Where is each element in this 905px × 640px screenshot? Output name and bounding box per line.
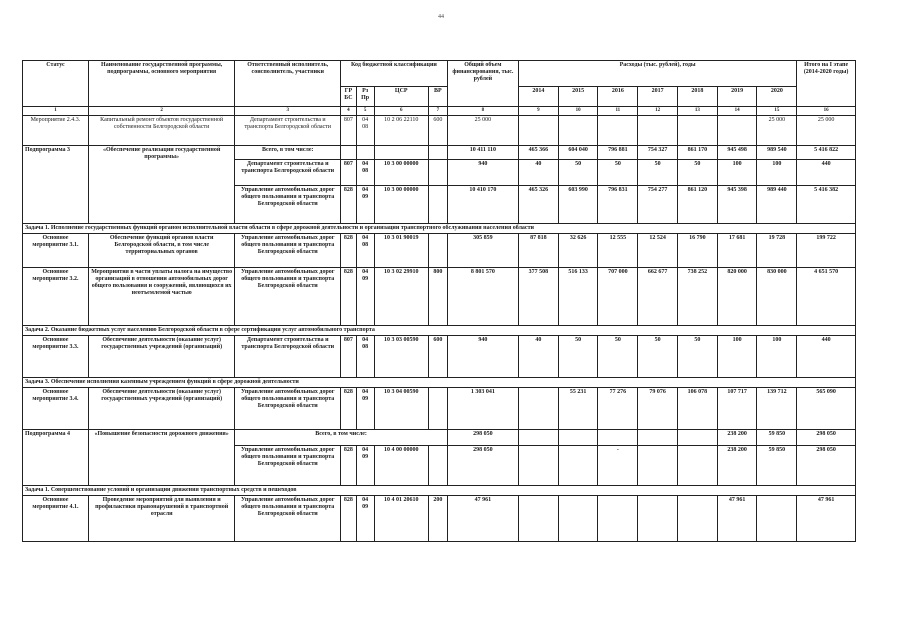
row-y2019 xyxy=(717,116,757,146)
row-vr xyxy=(428,234,447,268)
row-y2016: 50 xyxy=(598,160,638,186)
row-status: Основное мероприятие 3.2. xyxy=(23,268,89,326)
row-executor: Управление автомобильных дорог общего пользования и транспорта Белгородской области xyxy=(235,268,341,326)
row-stage: 4 651 570 xyxy=(797,268,856,326)
row-csr: 10 4 01 20610 xyxy=(374,496,428,542)
header-year: 2014 xyxy=(518,87,558,107)
col-number: 13 xyxy=(677,107,717,116)
row-executor: Всего, в том числе: xyxy=(235,430,447,446)
col-number: 4 xyxy=(341,107,357,116)
row-name: «Обеспечение реализации государственной программы» xyxy=(88,146,234,224)
row-y2016 xyxy=(598,116,638,146)
table-row xyxy=(23,234,856,268)
header-expenses: Расходы (тыс. рублей), годы xyxy=(518,61,796,87)
task-title: Задача 1. Совершенствование условий и организации движения транспортных средств и пешеходов xyxy=(23,486,856,496)
row-grbs: 828 xyxy=(341,446,357,486)
header-year: 2020 xyxy=(757,87,797,107)
col-number: 7 xyxy=(428,107,447,116)
table-row xyxy=(23,116,856,146)
column-number-row xyxy=(23,107,856,116)
col-number: 11 xyxy=(598,107,638,116)
row-y2015: 604 040 xyxy=(558,146,598,160)
row-y2017: 662 677 xyxy=(638,268,678,326)
row-y2016: 796 881 xyxy=(598,146,638,160)
row-y2017: 754 277 xyxy=(638,186,678,224)
program-budget-table xyxy=(22,60,856,542)
row-rzpr: 04 08 xyxy=(356,234,374,268)
row-total: 10 410 170 xyxy=(447,186,518,224)
row-y2016: 12 555 xyxy=(598,234,638,268)
task-title: Задача 3. Обеспечение исполнения казенным учреждением функций в сфере дорожной деятельности xyxy=(23,378,856,388)
row-status: Основное мероприятие 3.3. xyxy=(23,336,89,378)
row-y2015 xyxy=(558,496,598,542)
col-number: 3 xyxy=(235,107,341,116)
row-grbs: 828 xyxy=(341,234,357,268)
row-y2015: 32 626 xyxy=(558,234,598,268)
row-y2020: 100 xyxy=(757,336,797,378)
row-name: Обеспечение деятельности (оказание услуг) государственных учреждений (организаций) xyxy=(88,336,234,378)
row-y2019: 238 200 xyxy=(717,446,757,486)
row-y2019: 107 717 xyxy=(717,388,757,430)
row-vr: 800 xyxy=(428,268,447,326)
row-status: Мероприятие 2.4.3. xyxy=(23,116,89,146)
row-y2015: 516 133 xyxy=(558,268,598,326)
header-year: 2015 xyxy=(558,87,598,107)
row-status: Основное мероприятие 4.1. xyxy=(23,496,89,542)
row-y2018 xyxy=(677,496,717,542)
row-status: Подпрограмма 3 xyxy=(23,146,89,224)
row-grbs xyxy=(341,146,357,160)
header-vr: ВР xyxy=(428,87,447,107)
task-row xyxy=(23,326,856,336)
header-status: Статус xyxy=(23,61,89,107)
row-y2018: 861 120 xyxy=(677,186,717,224)
row-y2014 xyxy=(518,446,558,486)
row-stage: 199 722 xyxy=(797,234,856,268)
row-grbs: 807 xyxy=(341,336,357,378)
row-grbs: 828 xyxy=(341,388,357,430)
row-total: 305 859 xyxy=(447,234,518,268)
row-stage: 47 961 xyxy=(797,496,856,542)
row-y2019: 945 398 xyxy=(717,186,757,224)
row-y2016 xyxy=(598,430,638,446)
row-y2019: 100 xyxy=(717,160,757,186)
row-grbs: 828 xyxy=(341,496,357,542)
col-number: 12 xyxy=(638,107,678,116)
row-total: 940 xyxy=(447,336,518,378)
row-vr xyxy=(428,160,447,186)
row-y2017 xyxy=(638,496,678,542)
row-y2018: 16 790 xyxy=(677,234,717,268)
row-vr xyxy=(428,388,447,430)
row-y2017 xyxy=(638,446,678,486)
row-y2019: 17 681 xyxy=(717,234,757,268)
row-csr: 10 2 06 22110 xyxy=(374,116,428,146)
row-y2019: 238 200 xyxy=(717,430,757,446)
header-executor: Ответственный исполнитель, соисполнитель, участники xyxy=(235,61,341,107)
row-y2019: 820 000 xyxy=(717,268,757,326)
row-total: 940 xyxy=(447,160,518,186)
table-row xyxy=(23,336,856,378)
header-rzpr: Рз Пр xyxy=(356,87,374,107)
row-grbs: 807 xyxy=(341,116,357,146)
row-y2016: 707 000 xyxy=(598,268,638,326)
col-number: 6 xyxy=(374,107,428,116)
row-status: Основное мероприятие 3.4. xyxy=(23,388,89,430)
row-rzpr xyxy=(356,146,374,160)
header-grbs: ГРБС xyxy=(341,87,357,107)
row-rzpr: 04 08 xyxy=(356,160,374,186)
row-stage: 440 xyxy=(797,160,856,186)
header-year: 2016 xyxy=(598,87,638,107)
row-stage: 298 050 xyxy=(797,446,856,486)
row-y2015 xyxy=(558,430,598,446)
row-y2020: 59 850 xyxy=(757,446,797,486)
row-csr: 10 4 00 00000 xyxy=(374,446,428,486)
row-y2018: 106 078 xyxy=(677,388,717,430)
row-y2020 xyxy=(757,496,797,542)
row-y2018 xyxy=(677,116,717,146)
row-y2014: 465 326 xyxy=(518,186,558,224)
row-name: Капитальный ремонт объектов государственной собственности Белгородской области xyxy=(88,116,234,146)
col-number: 9 xyxy=(518,107,558,116)
row-name: Проведение мероприятий для выявления и профилактики правонарушений в транспортной отрасли xyxy=(88,496,234,542)
col-number: 8 xyxy=(447,107,518,116)
row-y2016: - xyxy=(598,446,638,486)
header-stage-total: Итого на I этапе (2014-2020 годы) xyxy=(797,61,856,107)
row-stage: 440 xyxy=(797,336,856,378)
header-total-volume: Общий объем финансирования, тыс. рублей xyxy=(447,61,518,107)
col-number: 1 xyxy=(23,107,89,116)
header-name: Наименование государственной программы, подпрограммы, основного мероприятия xyxy=(88,61,234,107)
row-y2020: 25 000 xyxy=(757,116,797,146)
col-number: 14 xyxy=(717,107,757,116)
header-year: 2019 xyxy=(717,87,757,107)
row-name: «Повышение безопасности дорожного движения» xyxy=(88,430,234,486)
row-y2017: 50 xyxy=(638,336,678,378)
col-number: 2 xyxy=(88,107,234,116)
row-executor: Управление автомобильных дорог общего пользования и транспорта Белгородской области xyxy=(235,496,341,542)
row-y2017: 50 xyxy=(638,160,678,186)
row-y2017: 79 076 xyxy=(638,388,678,430)
row-csr: 10 3 02 29910 xyxy=(374,268,428,326)
row-rzpr: 04 09 xyxy=(356,268,374,326)
row-grbs: 828 xyxy=(341,186,357,224)
row-csr: 10 3 00 00000 xyxy=(374,160,428,186)
row-name: Мероприятия в части уплаты налога на имущество организаций в отношении автомобильных дорог общего пользования и сооружений, являющихся их неотъемлемой частью xyxy=(88,268,234,326)
row-executor: Департамент строительства и транспорта Белгородской области xyxy=(235,116,341,146)
row-rzpr: 04 09 xyxy=(356,496,374,542)
page-number: 44 xyxy=(438,14,444,20)
col-number: 15 xyxy=(757,107,797,116)
row-grbs: 828 xyxy=(341,268,357,326)
header-year: 2018 xyxy=(677,87,717,107)
row-csr xyxy=(374,146,428,160)
col-number: 10 xyxy=(558,107,598,116)
table-row xyxy=(23,430,856,446)
row-executor: Управление автомобильных дорог общего пользования и транспорта Белгородской области xyxy=(235,186,341,224)
row-csr: 10 3 03 00590 xyxy=(374,336,428,378)
row-total: 298 050 xyxy=(447,446,518,486)
col-number: 5 xyxy=(356,107,374,116)
row-y2020: 989 440 xyxy=(757,186,797,224)
header-year: 2017 xyxy=(638,87,678,107)
row-rzpr: 04 08 xyxy=(356,116,374,146)
row-y2017: 754 327 xyxy=(638,146,678,160)
task-row xyxy=(23,486,856,496)
table-row xyxy=(23,268,856,326)
row-status: Основное мероприятие 3.1. xyxy=(23,234,89,268)
row-y2016: 796 831 xyxy=(598,186,638,224)
row-y2020: 59 850 xyxy=(757,430,797,446)
row-name: Обеспечение функций органов власти Белгородской области, в том числе территориальных органов xyxy=(88,234,234,268)
row-y2014 xyxy=(518,430,558,446)
row-total: 8 801 570 xyxy=(447,268,518,326)
task-row xyxy=(23,378,856,388)
row-y2015: 50 xyxy=(558,336,598,378)
row-vr xyxy=(428,446,447,486)
header-csr: ЦСР xyxy=(374,87,428,107)
row-y2014 xyxy=(518,116,558,146)
row-vr xyxy=(428,146,447,160)
row-rzpr: 04 08 xyxy=(356,336,374,378)
row-vr: 200 xyxy=(428,496,447,542)
row-y2018: 738 252 xyxy=(677,268,717,326)
row-csr: 10 3 00 00000 xyxy=(374,186,428,224)
row-y2015 xyxy=(558,116,598,146)
row-total: 25 000 xyxy=(447,116,518,146)
row-vr: 600 xyxy=(428,336,447,378)
table-row xyxy=(23,496,856,542)
row-y2017 xyxy=(638,116,678,146)
row-y2014: 40 xyxy=(518,160,558,186)
row-status: Подпрограмма 4 xyxy=(23,430,89,486)
row-executor: Управление автомобильных дорог общего пользования и транспорта Белгородской области xyxy=(235,388,341,430)
row-y2014 xyxy=(518,388,558,430)
row-vr xyxy=(428,186,447,224)
row-rzpr: 04 09 xyxy=(356,446,374,486)
row-y2019: 100 xyxy=(717,336,757,378)
row-y2020: 989 540 xyxy=(757,146,797,160)
row-y2018: 861 170 xyxy=(677,146,717,160)
row-vr: 600 xyxy=(428,116,447,146)
row-y2018 xyxy=(677,446,717,486)
table-row xyxy=(23,388,856,430)
row-total: 47 961 xyxy=(447,496,518,542)
row-y2020: 139 712 xyxy=(757,388,797,430)
row-y2015: 603 990 xyxy=(558,186,598,224)
task-title: Задача 2. Оказание бюджетных услуг населению Белгородской области в сфере сертификации услуг автомобильного транспорта xyxy=(23,326,856,336)
row-y2015: 55 231 xyxy=(558,388,598,430)
row-executor: Департамент строительства и транспорта Белгородской области xyxy=(235,160,341,186)
row-executor: Управление автомобильных дорог общего пользования и транспорта Белгородской области xyxy=(235,446,341,486)
row-y2020: 19 728 xyxy=(757,234,797,268)
row-y2020: 100 xyxy=(757,160,797,186)
row-y2014: 87 818 xyxy=(518,234,558,268)
row-executor: Управление автомобильных дорог общего пользования и транспорта Белгородской области xyxy=(235,234,341,268)
row-y2016: 50 xyxy=(598,336,638,378)
task-row xyxy=(23,224,856,234)
table-row xyxy=(23,146,856,160)
row-csr: 10 3 01 90019 xyxy=(374,234,428,268)
row-name: Обеспечение деятельности (оказание услуг) государственных учреждений (организаций) xyxy=(88,388,234,430)
row-y2016: 77 276 xyxy=(598,388,638,430)
row-stage: 25 000 xyxy=(797,116,856,146)
row-y2016 xyxy=(598,496,638,542)
row-y2015 xyxy=(558,446,598,486)
row-y2019: 47 961 xyxy=(717,496,757,542)
header-row xyxy=(23,61,856,87)
row-stage: 298 050 xyxy=(797,430,856,446)
row-rzpr: 04 09 xyxy=(356,186,374,224)
row-grbs: 807 xyxy=(341,160,357,186)
row-total: 1 303 041 xyxy=(447,388,518,430)
row-total: 298 050 xyxy=(447,430,518,446)
col-number: 16 xyxy=(797,107,856,116)
row-y2014: 40 xyxy=(518,336,558,378)
task-title: Задача 1. Исполнение государственных функций органом исполнительной власти области в сфере дорожной деятельности и организации транспортного обслуживания населения области xyxy=(23,224,856,234)
row-csr: 10 3 04 00590 xyxy=(374,388,428,430)
row-y2017: 12 524 xyxy=(638,234,678,268)
row-stage: 565 090 xyxy=(797,388,856,430)
row-y2015: 50 xyxy=(558,160,598,186)
row-stage: 5 416 382 xyxy=(797,186,856,224)
row-y2018: 50 xyxy=(677,336,717,378)
row-executor: Департамент строительства и транспорта Белгородской области xyxy=(235,336,341,378)
row-y2014: 377 508 xyxy=(518,268,558,326)
row-executor: Всего, в том числе: xyxy=(235,146,341,160)
row-y2014 xyxy=(518,496,558,542)
row-y2018 xyxy=(677,430,717,446)
row-y2017 xyxy=(638,430,678,446)
row-stage: 5 416 822 xyxy=(797,146,856,160)
row-y2019: 945 498 xyxy=(717,146,757,160)
row-y2018: 50 xyxy=(677,160,717,186)
row-total: 10 411 110 xyxy=(447,146,518,160)
row-y2014: 465 366 xyxy=(518,146,558,160)
row-y2020: 830 000 xyxy=(757,268,797,326)
header-budget-code: Код бюджетной классификации xyxy=(341,61,448,87)
row-rzpr: 04 09 xyxy=(356,388,374,430)
